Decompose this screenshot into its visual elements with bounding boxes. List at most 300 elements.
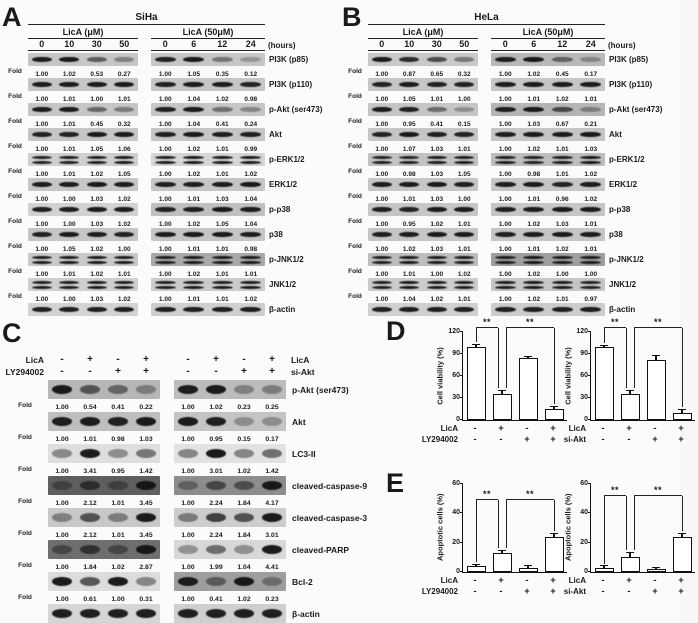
blot-band (454, 161, 474, 164)
blot-band (114, 207, 134, 213)
blot-band (399, 107, 419, 113)
blot-band (114, 156, 134, 159)
blot-row (342, 153, 680, 166)
fold-value: 1.00 (35, 171, 49, 178)
fold-value: 1.02 (237, 468, 251, 475)
sign-value: + (678, 586, 684, 597)
fold-values (28, 267, 138, 276)
fold-value: 1.01 (62, 96, 76, 103)
fold-label: Fold (8, 268, 22, 275)
blot-band (80, 545, 100, 554)
significance-bracket-leg (476, 328, 477, 343)
tick-label: 0 (456, 568, 460, 575)
tick-mark (588, 375, 591, 376)
fold-value: 1.00 (498, 221, 512, 228)
fold-value: 1.00 (430, 271, 444, 278)
fold-label: Fold (8, 218, 22, 225)
sign-value: + (678, 434, 684, 445)
blot-band (212, 281, 233, 284)
fold-value: 1.05 (187, 71, 201, 78)
significance-label: ** (610, 484, 619, 495)
fold-value: 0.41 (215, 121, 229, 128)
fold-values (28, 117, 138, 126)
protein-label: p-p38 (609, 205, 631, 214)
blot-band (240, 82, 261, 88)
blot-band (495, 161, 516, 164)
bar (595, 568, 614, 572)
blot-band (32, 82, 52, 88)
fold-row (2, 292, 338, 301)
significance-bracket-leg (626, 496, 627, 550)
blot-band (399, 182, 419, 188)
fold-label: Fold (18, 433, 32, 441)
protein-label: β-actin (292, 608, 320, 619)
fold-value: 1.01 (62, 171, 76, 178)
blot-band (80, 417, 100, 426)
blot-row (2, 303, 338, 316)
fold-row (342, 117, 680, 126)
fold-label: Fold (18, 529, 32, 537)
panel-e (386, 468, 684, 622)
fold-value: 1.01 (187, 296, 201, 303)
blot-band (59, 82, 79, 88)
fold-value: 0.95 (402, 121, 416, 128)
blot-band (32, 232, 52, 238)
fold-value: 1.00 (181, 468, 195, 475)
fold-label: Fold (348, 293, 362, 300)
fold-value: 0.41 (111, 404, 125, 411)
fold-value: 2.12 (83, 500, 97, 507)
blot-band (87, 107, 107, 113)
blot-band (108, 545, 128, 554)
blot-band (212, 156, 233, 159)
blot-band (523, 256, 544, 259)
fold-value: 1.02 (187, 146, 201, 153)
fold-value: 1.04 (402, 296, 416, 303)
fold-value: 1.01 (555, 146, 569, 153)
blot-strip (491, 103, 605, 116)
western-blot-hela (342, 12, 680, 316)
fold-label: Fold (348, 218, 362, 225)
blot-band (399, 307, 419, 313)
blot-band (580, 182, 601, 188)
dose-label: 24 (585, 39, 596, 49)
fold-value: 1.00 (35, 121, 49, 128)
significance-bracket-leg (604, 496, 605, 564)
blot-band (580, 82, 601, 88)
fold-values (491, 117, 605, 126)
fold-label: Fold (348, 93, 362, 100)
blot-band (114, 82, 134, 88)
dose-label: 12 (557, 39, 568, 49)
blot-band (155, 286, 176, 289)
sign-value: + (269, 354, 275, 365)
fold-values (151, 267, 265, 276)
tick-label: 90 (580, 350, 588, 357)
blot-band (523, 82, 544, 88)
blot-band (552, 182, 573, 188)
fold-value: 1.00 (158, 71, 172, 78)
fold-value: 1.01 (117, 96, 131, 103)
blot-band (155, 107, 176, 113)
fold-label: Fold (348, 168, 362, 175)
blot-band (262, 513, 282, 522)
blot-band (454, 307, 474, 313)
fold-value: 1.00 (375, 246, 389, 253)
protein-label: p38 (609, 230, 623, 239)
treatment-label: si-Akt (563, 587, 586, 596)
fold-value: 1.01 (584, 96, 598, 103)
blot-strip (174, 380, 286, 399)
blot-band (155, 232, 176, 238)
error-bar-stem (629, 553, 630, 557)
protein-label: Akt (292, 416, 306, 427)
error-bar (472, 344, 480, 347)
fold-value: 0.65 (430, 71, 444, 78)
significance-bracket-leg (682, 496, 683, 531)
blot-strip (491, 128, 605, 141)
fold-value: 2.12 (83, 532, 97, 539)
blot-band (262, 577, 282, 586)
blot-band (427, 261, 447, 264)
blot-strip (151, 153, 265, 166)
blot-band (580, 256, 601, 259)
error-bar-stem (527, 357, 528, 359)
cell-viability-chart-siakt (563, 316, 698, 445)
blot-band (59, 256, 79, 259)
fold-values (368, 217, 478, 226)
sign-value: - (473, 575, 477, 586)
blot-band (136, 385, 156, 394)
fold-value: 1.00 (55, 564, 69, 571)
blot-band (234, 449, 254, 458)
fold-value: 1.01 (584, 221, 598, 228)
protein-label: p-Akt (ser473) (292, 384, 349, 395)
protein-label: p-Akt (ser473) (269, 105, 323, 114)
blot-band (372, 307, 392, 313)
panel-letter-d: D (386, 316, 405, 346)
blot-band (183, 261, 204, 264)
fold-value: 1.00 (181, 564, 195, 571)
fold-value: 1.00 (55, 436, 69, 443)
fold-label: Fold (18, 401, 32, 409)
blot-strip (151, 178, 265, 191)
sign-value: + (652, 586, 658, 597)
blot-band (262, 609, 282, 618)
fold-value: 1.01 (187, 246, 201, 253)
blot-band (136, 417, 156, 426)
sign-value: - (214, 366, 218, 377)
blot-band (427, 57, 447, 63)
fold-value: 1.01 (402, 271, 416, 278)
error-bar (600, 565, 608, 568)
chart-plot (563, 480, 695, 575)
fold-values (491, 267, 605, 276)
fold-row (2, 142, 338, 151)
tick-mark (460, 512, 463, 513)
blot-band (580, 156, 601, 159)
bar (673, 413, 692, 420)
blot-strip (28, 278, 138, 291)
blot-band (372, 261, 392, 264)
blot-band (183, 82, 204, 88)
error-bar-stem (501, 391, 502, 393)
fold-row (342, 267, 680, 276)
fold-value: 1.00 (375, 221, 389, 228)
blot-strip (151, 303, 265, 316)
protein-label: Akt (609, 130, 622, 139)
blot-band (234, 385, 254, 394)
blot-band (552, 261, 573, 264)
blot-band (240, 182, 261, 188)
blot-band (178, 417, 198, 426)
sign-value: + (241, 366, 247, 377)
fold-value: 1.02 (90, 171, 104, 178)
fold-value: 1.00 (158, 171, 172, 178)
blot-band (114, 182, 134, 188)
fold-value: 1.02 (402, 246, 416, 253)
fold-values (491, 167, 605, 176)
blot-band (552, 232, 573, 238)
tick-label: 40 (452, 509, 460, 517)
blot-band (427, 286, 447, 289)
blot-strip (151, 53, 265, 66)
tick-mark (460, 542, 463, 543)
error-bar (678, 533, 686, 537)
dose-group (368, 39, 478, 51)
fold-values (174, 464, 286, 474)
fold-value: 1.01 (62, 146, 76, 153)
blot-band (234, 577, 254, 586)
blot-band (212, 82, 233, 88)
protein-label: cleaved-caspase-3 (292, 512, 368, 523)
fold-value: 0.95 (209, 436, 223, 443)
fold-value: 1.00 (375, 271, 389, 278)
fold-values (48, 432, 160, 442)
blot-band (52, 513, 72, 522)
blot-strip (48, 476, 160, 495)
blot-strip (368, 278, 478, 291)
sign-value: + (87, 354, 93, 365)
fold-value: 1.00 (55, 468, 69, 475)
blot-band (240, 132, 261, 138)
fold-values (174, 400, 286, 410)
panel-letter-a: A (2, 2, 21, 32)
blot-band (495, 107, 516, 113)
fold-value: 0.98 (111, 436, 125, 443)
treatment-row (568, 423, 698, 434)
fold-value: 1.00 (158, 196, 172, 203)
bar (493, 394, 512, 420)
fold-value: 1.42 (265, 468, 279, 475)
blot-band (155, 132, 176, 138)
fold-value: 0.95 (402, 221, 416, 228)
fold-label: Fold (348, 118, 362, 125)
fold-values (368, 117, 478, 126)
blot-strip (28, 103, 138, 116)
blot-band (87, 261, 107, 264)
fold-value: 1.01 (555, 171, 569, 178)
fold-values (174, 592, 286, 602)
significance-bracket-leg (682, 328, 683, 407)
error-bar-stem (501, 551, 502, 553)
blot-strip (491, 203, 605, 216)
sign-value: - (601, 586, 605, 597)
fold-value: 1.01 (215, 296, 229, 303)
bar (467, 347, 486, 420)
treatment-label: LY294002 (421, 435, 458, 444)
blot-strip (491, 253, 605, 266)
blot-band (399, 286, 419, 289)
fold-values (151, 217, 265, 226)
significance-label: ** (610, 316, 619, 327)
fold-label: Fold (8, 193, 22, 200)
fold-value: 1.00 (457, 196, 471, 203)
error-bar (652, 567, 660, 570)
blot-band (495, 256, 516, 259)
fold-row (2, 217, 338, 226)
blot-band (495, 281, 516, 284)
fold-value: 3.41 (83, 468, 97, 475)
blot-band (59, 307, 79, 313)
error-bar-stem (629, 391, 630, 394)
panel-c (2, 320, 386, 622)
fold-value: 0.23 (265, 596, 279, 603)
fold-value: 1.00 (158, 121, 172, 128)
blot-band (52, 449, 72, 458)
blot-band (372, 207, 392, 213)
fold-value: 0.25 (265, 404, 279, 411)
error-bar (498, 550, 506, 553)
protein-label: JNK1/2 (609, 280, 637, 289)
fold-value: 1.00 (375, 146, 389, 153)
dose-label: 30 (91, 39, 102, 49)
blot-band (212, 182, 233, 188)
fold-values (491, 292, 605, 301)
blot-strip (151, 78, 265, 91)
fold-value: 1.03 (90, 221, 104, 228)
fold-value: 2.24 (209, 532, 223, 539)
fold-value: 1.01 (62, 121, 76, 128)
fold-values (48, 496, 160, 506)
fold-value: 1.05 (402, 96, 416, 103)
fold-value: 1.02 (62, 71, 76, 78)
blot-band (206, 385, 226, 394)
fold-value: 1.00 (35, 221, 49, 228)
fold-value: 1.99 (209, 564, 223, 571)
fold-label: Fold (8, 118, 22, 125)
blot-strip (48, 604, 160, 623)
fold-values (28, 67, 138, 76)
significance-bracket (634, 327, 682, 328)
fold-value: 1.02 (555, 96, 569, 103)
blot-band (212, 261, 233, 264)
fold-label: Fold (8, 68, 22, 75)
fold-value: 1.00 (375, 121, 389, 128)
fold-row (342, 242, 680, 251)
fold-values (28, 167, 138, 176)
blot-band (580, 207, 601, 213)
fold-row (342, 92, 680, 101)
blot-band (87, 281, 107, 284)
sign-value: - (88, 366, 92, 377)
blot-band (80, 385, 100, 394)
fold-value: 3.45 (139, 500, 153, 507)
blot-band (523, 107, 544, 113)
blot-band (114, 57, 134, 63)
fold-value: 1.00 (457, 96, 471, 103)
fold-value: 1.02 (117, 296, 131, 303)
blot-band (183, 107, 204, 113)
fold-value: 1.03 (430, 246, 444, 253)
sign-value: - (653, 423, 657, 434)
blot-band (399, 132, 419, 138)
blot-band (114, 107, 134, 113)
blot-band (552, 281, 573, 284)
blot-band (454, 182, 474, 188)
fold-row (2, 592, 386, 602)
tick-mark (588, 483, 591, 484)
bar (545, 537, 564, 572)
blot-band (580, 261, 601, 264)
blot-band (108, 577, 128, 586)
fold-value: 1.02 (187, 221, 201, 228)
western-blot-siha (2, 12, 338, 316)
dose-label: 0 (39, 39, 45, 49)
sign-value: + (115, 366, 121, 377)
tick-label: 60 (580, 480, 588, 487)
blot-band (240, 261, 261, 264)
blot-band (454, 207, 474, 213)
fold-value: 1.02 (430, 221, 444, 228)
sign-value: + (626, 423, 632, 434)
x-axis-treatments (563, 423, 698, 445)
blot-band (523, 207, 544, 213)
sign-value: - (627, 586, 631, 597)
fold-value: 0.87 (402, 71, 416, 78)
bar (647, 569, 666, 572)
fold-value: 1.01 (527, 96, 541, 103)
significance-label: ** (482, 489, 491, 500)
tick-mark (460, 571, 463, 572)
fold-value: 1.04 (244, 221, 258, 228)
blot-band (427, 156, 447, 159)
tick-mark (460, 353, 463, 354)
blot-band (495, 182, 516, 188)
bar (519, 358, 538, 420)
blot-band (114, 256, 134, 259)
fold-value: 0.24 (244, 121, 258, 128)
fold-value: 0.31 (139, 596, 153, 603)
fold-value: 1.02 (555, 246, 569, 253)
blot-strip (48, 572, 160, 591)
sign-value: + (143, 366, 149, 377)
protein-label: p38 (269, 230, 283, 239)
fold-value: 0.67 (555, 121, 569, 128)
fold-value: 1.42 (139, 468, 153, 475)
sign-value: + (213, 354, 219, 365)
blot-band (523, 281, 544, 284)
blot-strip (28, 178, 138, 191)
dose-row (2, 39, 338, 51)
blot-band (52, 385, 72, 394)
treatment-label: LY294002 (5, 367, 44, 377)
error-bar (550, 533, 558, 537)
blot-band (240, 256, 261, 259)
fold-value: 1.01 (457, 146, 471, 153)
fold-value: 1.02 (527, 71, 541, 78)
blot-strip (368, 128, 478, 141)
